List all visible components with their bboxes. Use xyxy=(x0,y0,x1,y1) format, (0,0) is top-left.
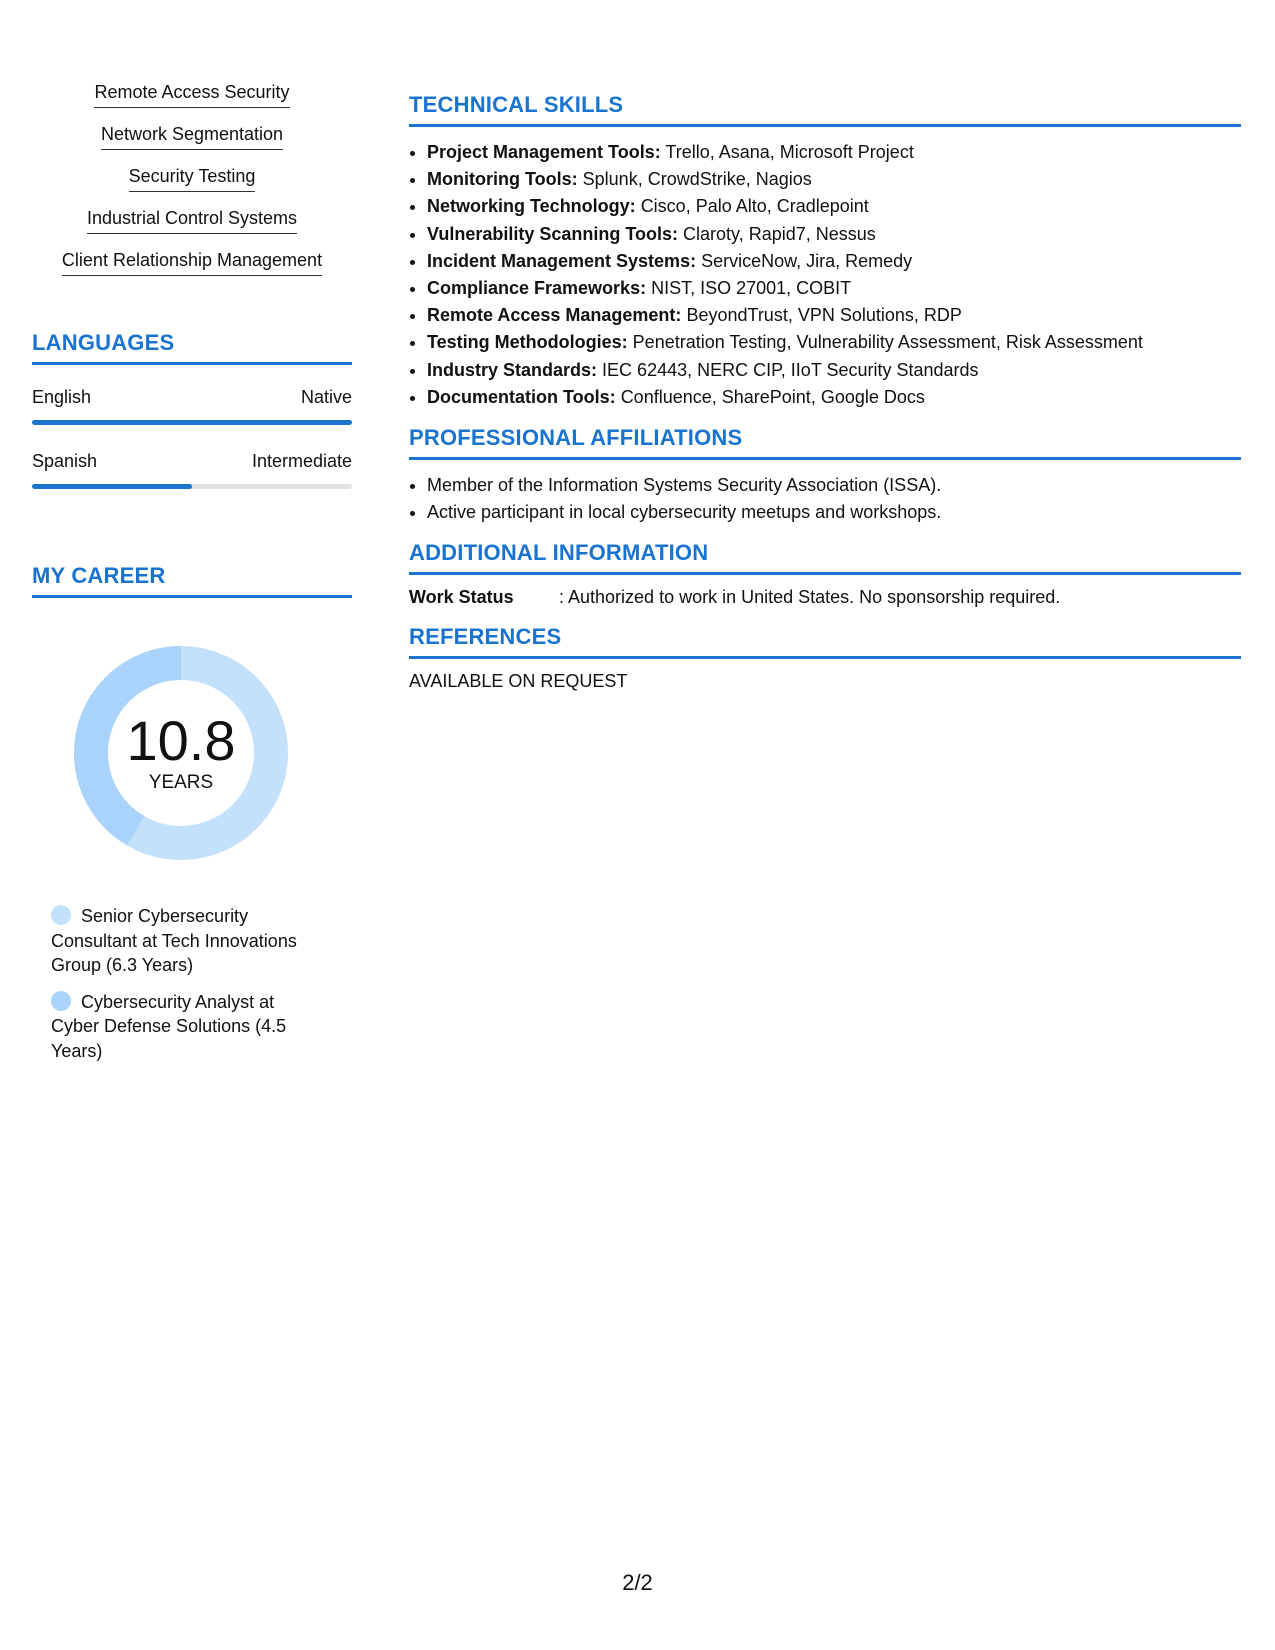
affiliations-section xyxy=(409,425,1241,526)
language-name: English xyxy=(32,387,92,407)
list-item xyxy=(427,221,1241,248)
list-item xyxy=(427,329,1241,356)
skill-category: Networking Technology: xyxy=(427,196,636,217)
list-item xyxy=(427,384,1241,411)
languages-heading: LANGUAGES xyxy=(32,330,352,365)
legend-item xyxy=(51,904,321,978)
language-item xyxy=(32,451,352,489)
additional-info-heading: ADDITIONAL INFORMATION xyxy=(409,540,1241,575)
skill-category: Compliance Frameworks: xyxy=(427,278,647,299)
career-section xyxy=(32,563,352,1063)
language-proficiency-bar xyxy=(32,484,352,489)
page-number: 2/2 xyxy=(622,1570,653,1595)
affiliations-heading: PROFESSIONAL AFFILIATIONS xyxy=(409,425,1241,460)
skill-values: ServiceNow, Jira, Remedy xyxy=(701,250,913,271)
career-legend xyxy=(51,904,321,1063)
career-total-years: 10.8 xyxy=(126,709,236,772)
right-column xyxy=(409,92,1241,692)
language-level: Intermediate xyxy=(251,451,352,471)
legend-item xyxy=(51,990,321,1064)
technical-skills-heading: TECHNICAL SKILLS xyxy=(409,92,1241,127)
skill-values: BeyondTrust, VPN Solutions, RDP xyxy=(686,305,962,326)
skill-values: NIST, ISO 27001, COBIT xyxy=(651,278,852,299)
language-proficiency-fill xyxy=(32,420,352,425)
work-status-label: Work Status xyxy=(409,587,514,608)
list-item xyxy=(427,193,1241,220)
donut-center xyxy=(66,638,296,868)
skill-category: Testing Methodologies: xyxy=(427,332,628,353)
additional-info-section xyxy=(409,540,1241,608)
references-text: AVAILABLE ON REQUEST xyxy=(409,671,628,692)
skills-tag-list xyxy=(32,82,352,292)
list-item xyxy=(427,275,1241,302)
skill-tag: Industrial Control Systems xyxy=(87,208,297,234)
skill-values: Trello, Asana, Microsoft Project xyxy=(665,142,914,162)
skill-category: Monitoring Tools: xyxy=(427,169,578,190)
legend-dot-icon xyxy=(51,905,71,925)
languages-section xyxy=(32,330,352,489)
language-item xyxy=(32,387,352,425)
list-item xyxy=(427,357,1241,384)
career-donut-chart xyxy=(66,638,296,868)
references-heading: REFERENCES xyxy=(409,624,1241,659)
skill-tag: Security Testing xyxy=(129,166,256,192)
references-section xyxy=(409,624,1241,692)
list-item xyxy=(427,302,1241,329)
work-status-row xyxy=(409,587,1241,608)
skill-values: Confluence, SharePoint, Google Docs xyxy=(620,386,925,407)
legend-label: Senior Cybersecurity Consultant at Tech Innovations Group (6.3 Years) xyxy=(51,906,297,975)
list-item: • Member of the Information Systems Security Association (ISSA). xyxy=(427,472,1241,499)
skill-category: Incident Management Systems: xyxy=(427,250,697,271)
skill-category: Documentation Tools: xyxy=(427,386,616,407)
language-proficiency-bar xyxy=(32,420,352,425)
skill-values: IEC 62443, NERC CIP, IIoT Security Standards xyxy=(602,359,979,380)
technical-skills-list xyxy=(409,139,1241,411)
skill-tag: Network Segmentation xyxy=(101,124,283,150)
skill-category: Industry Standards: xyxy=(427,359,598,380)
technical-skills-section xyxy=(409,92,1241,411)
language-level: Native xyxy=(300,387,352,407)
skill-category: Vulnerability Scanning Tools: xyxy=(427,223,679,244)
legend-label: Cybersecurity Analyst at Cyber Defense Solutions (4.5 Years) xyxy=(51,991,287,1061)
language-proficiency-fill xyxy=(32,484,192,489)
skill-tag: Client Relationship Management xyxy=(62,250,322,276)
skill-values: Splunk, CrowdStrike, Nagios xyxy=(582,169,812,190)
list-item xyxy=(427,166,1241,193)
left-column xyxy=(32,82,352,1075)
skill-category: Remote Access Management: xyxy=(427,305,682,326)
legend-dot-icon xyxy=(51,991,71,1011)
skill-values: Penetration Testing, Vulnerability Assessment, Risk Assessment xyxy=(632,332,1143,353)
skill-tag: Remote Access Security xyxy=(94,82,289,108)
work-status-value: : Authorized to work in United States. No sponsorship required. xyxy=(559,587,1061,608)
skill-values: Cisco, Palo Alto, Cradlepoint xyxy=(640,196,869,217)
career-total-unit: YEARS xyxy=(148,772,214,793)
skill-category: Project Management Tools: xyxy=(427,142,661,162)
language-name: Spanish xyxy=(32,451,98,471)
list-item xyxy=(427,139,1241,166)
skill-values: Claroty, Rapid7, Nessus xyxy=(683,223,876,244)
career-heading: MY CAREER xyxy=(32,563,352,598)
list-item xyxy=(427,248,1241,275)
list-item: • Active participant in local cybersecurity meetups and workshops. xyxy=(427,499,1241,526)
affiliations-list xyxy=(409,472,1241,526)
